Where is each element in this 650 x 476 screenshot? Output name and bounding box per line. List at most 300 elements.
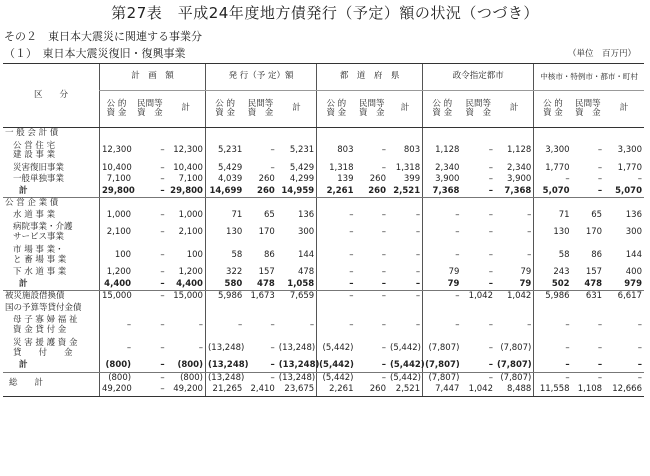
cell-value: – (415, 319, 421, 330)
cell-value: – (160, 319, 165, 330)
cell-value: – (423, 314, 462, 337)
cell-value: 7,659 (289, 291, 315, 301)
row-label: 一般単独事業 (13, 174, 65, 184)
cell-value (133, 303, 167, 315)
cell-value: 7,100 (100, 174, 134, 186)
cell-value: 15,000 (100, 291, 134, 303)
cell-value: 79 (423, 267, 462, 279)
header-sub-private-funds: 民間等 資 金 (461, 91, 495, 128)
cell-value: (800) (180, 372, 203, 383)
cell-value: 260 (355, 186, 388, 198)
cell-value: (7,807) (495, 360, 534, 372)
cell-value: – (597, 145, 603, 156)
header-sub-private-funds: 民間等 資 金 (133, 91, 167, 128)
table-row (3, 372, 644, 384)
section-heading: （１） 東日本大震災復旧・復興事業 (4, 47, 186, 60)
header-sub-total: 計 (277, 91, 317, 128)
cell-value: – (160, 226, 165, 237)
cell-value: – (488, 145, 493, 156)
cell-value: – (415, 291, 421, 301)
cell-value: 2,340 (506, 162, 532, 173)
table-row (3, 303, 644, 315)
cell-value: 79 (495, 279, 534, 291)
cell-value: – (160, 267, 165, 277)
cell-value: 5,986 (205, 291, 244, 303)
cell-value: 58 (205, 244, 244, 267)
cell-value: – (461, 279, 495, 291)
cell-value: – (488, 162, 493, 173)
cell-value: 49,200 (167, 384, 206, 396)
cell-value: – (637, 372, 642, 383)
cell-value: 478 (244, 279, 277, 291)
cell-value: 1,200 (178, 267, 203, 277)
cell-value: – (461, 360, 495, 372)
header-sub-public-funds: 公 的 資 金 (534, 91, 572, 128)
cell-value (604, 303, 644, 315)
cell-value (355, 303, 388, 315)
cell-value: 300 (625, 226, 642, 237)
cell-value: 144 (297, 249, 315, 260)
cell-value: 243 (534, 267, 572, 279)
cell-value: 130 (534, 221, 572, 244)
cell-value (317, 198, 356, 210)
cell-value: 144 (625, 249, 642, 260)
cell-value: – (381, 162, 386, 173)
cell-value: (7,807) (423, 337, 462, 360)
cell-value: 2,340 (423, 163, 462, 175)
table-row (3, 291, 644, 303)
cell-value: – (572, 186, 605, 198)
header-row-sub (3, 91, 644, 128)
row-label: 国の予算等貸付金債 (5, 302, 82, 313)
header-sub-total: 計 (388, 91, 423, 128)
cell-value: – (423, 210, 462, 222)
table-row (3, 314, 644, 337)
table-row (3, 267, 644, 279)
cell-value: – (534, 174, 572, 186)
cell-value: 10,400 (173, 162, 203, 173)
cell-value (495, 198, 534, 210)
cell-value (461, 198, 495, 210)
cell-value: – (160, 145, 165, 156)
cell-value: – (381, 226, 386, 237)
cell-value (534, 198, 572, 210)
cell-value (495, 128, 534, 140)
cell-value (461, 303, 495, 315)
cell-value (100, 198, 134, 210)
cell-value: – (100, 337, 134, 360)
cell-value: 4,039 (205, 174, 244, 186)
row-label: 公 営 住 宅 建 設 事 業 (13, 140, 56, 160)
cell-value (205, 128, 244, 140)
cell-value: – (133, 384, 167, 396)
cell-value: 100 (186, 249, 203, 260)
cell-value (534, 128, 572, 140)
cell-value: 21,265 (205, 384, 244, 396)
cell-value: – (534, 360, 572, 372)
cell-value: 12,300 (173, 145, 203, 156)
cell-value: – (355, 360, 388, 372)
table-row (3, 198, 644, 210)
cell-value: 580 (205, 279, 244, 291)
table-row (3, 279, 644, 291)
cell-value: 130 (205, 221, 244, 244)
cell-value: – (637, 342, 642, 353)
header-group-designated-city: 政令指定都市 (423, 64, 534, 91)
cell-value: (5,442) (390, 342, 421, 353)
row-label: 水 道 事 業 (13, 209, 56, 220)
cell-value: 11,558 (534, 384, 572, 396)
cell-value: 2,261 (317, 186, 356, 198)
cell-value: – (381, 291, 386, 301)
header-group-prefecture: 都 道 府 県 (317, 64, 423, 91)
cell-value: – (160, 342, 165, 353)
table-row (3, 384, 644, 396)
cell-value: 1,318 (395, 162, 421, 173)
cell-value: 260 (369, 174, 386, 184)
cell-value: 2,100 (100, 221, 134, 244)
cell-value: 1,770 (617, 162, 642, 173)
cell-value (495, 303, 534, 315)
cell-value: – (270, 342, 275, 353)
table-row (3, 244, 644, 267)
cell-value: 5,070 (534, 186, 572, 198)
cell-value: 1,000 (100, 210, 134, 222)
cell-value (167, 128, 206, 140)
cell-value: – (317, 244, 356, 267)
cell-value (277, 128, 317, 140)
cell-value: – (270, 162, 275, 173)
table-row (3, 186, 644, 198)
cell-value: (13,248) (278, 342, 316, 353)
cell-value: 1,128 (423, 140, 462, 163)
cell-value: – (317, 221, 356, 244)
cell-value: – (317, 279, 356, 291)
cell-value: 12,300 (100, 140, 134, 163)
cell-value: 136 (297, 209, 315, 220)
cell-value: – (160, 372, 165, 383)
row-label: 市 場 事 業・ と 畜 場 事 業 (13, 245, 67, 265)
cell-value: 8,488 (495, 384, 534, 396)
row-label: 計 (3, 360, 100, 372)
cell-value: 71 (205, 210, 244, 222)
cell-value: – (597, 342, 603, 353)
cell-value: 79 (520, 267, 532, 277)
cell-value: (800) (167, 360, 206, 372)
cell-value: 3,300 (617, 145, 642, 156)
cell-value (423, 198, 462, 210)
cell-value (423, 128, 462, 140)
cell-value: 260 (355, 384, 388, 396)
cell-value: – (597, 162, 603, 173)
header-sub-private-funds: 民間等 資 金 (572, 91, 605, 128)
cell-value: – (244, 360, 277, 372)
cell-value: (13,248) (278, 360, 320, 370)
cell-value: – (488, 226, 493, 237)
table-row (3, 140, 644, 163)
cell-value: (5,442) (390, 372, 421, 383)
cell-value: – (381, 319, 386, 330)
cell-value: – (160, 174, 165, 184)
cell-value: – (423, 291, 462, 303)
cell-value (461, 128, 495, 140)
header-group-plan: 計 画 額 (100, 64, 206, 91)
cell-value: – (604, 360, 644, 372)
cell-value: – (534, 372, 572, 384)
row-label: 下 水 道 事 業 (13, 267, 67, 277)
cell-value (388, 303, 423, 315)
cell-value (244, 128, 277, 140)
cell-value: 1,000 (178, 209, 203, 220)
unit-label: （単位 百万円） (567, 49, 636, 59)
cell-value: 65 (591, 209, 603, 220)
cell-value: – (415, 249, 421, 260)
cell-value: (800) (100, 372, 134, 384)
cell-value: – (597, 174, 603, 184)
cell-value: – (309, 319, 315, 330)
cell-value: – (572, 360, 605, 372)
cell-value (167, 198, 206, 210)
cell-value: 4,400 (167, 279, 206, 291)
subtitle: その２ 東日本大震災に関連する事業分 (4, 30, 202, 43)
cell-value: 478 (297, 267, 315, 277)
header-kubun: 区 分 (3, 64, 100, 128)
table-row (3, 221, 644, 244)
cell-value: 14,959 (277, 186, 317, 198)
header-sub-total: 計 (604, 91, 644, 128)
cell-value: 1,200 (100, 267, 134, 279)
cell-value: 979 (604, 279, 644, 291)
cell-value (572, 198, 605, 210)
cell-value (355, 198, 388, 210)
cell-value: – (381, 145, 386, 156)
cell-value: 5,231 (289, 145, 315, 156)
cell-value: 803 (317, 140, 356, 163)
header-sub-total: 計 (495, 91, 534, 128)
cell-value: 1,128 (506, 145, 532, 156)
cell-value: – (133, 186, 167, 198)
cell-value (604, 128, 644, 140)
row-label: 公 営 企 業 債 (5, 198, 59, 208)
cell-value: (7,807) (423, 360, 462, 372)
header-sub-total: 計 (167, 91, 206, 128)
cell-value: – (527, 209, 532, 220)
cell-value: – (270, 145, 275, 156)
cell-value: 1,042 (506, 291, 532, 301)
cell-value: – (527, 319, 532, 330)
cell-value (355, 128, 388, 140)
cell-value: (800) (100, 360, 134, 372)
cell-value: 136 (625, 209, 642, 220)
cell-value: – (270, 319, 275, 330)
cell-value: 4,400 (100, 279, 134, 291)
table-row (3, 360, 644, 372)
header-sub-private-funds: 民間等 資 金 (244, 91, 277, 128)
cell-value (423, 303, 462, 315)
cell-value: – (317, 314, 356, 337)
cell-value: 58 (534, 244, 572, 267)
row-label: 被災施設借換債 (5, 291, 65, 301)
row-label: 病院事業・介護 サービス事業 (13, 222, 73, 242)
row-label: 計 (3, 279, 100, 291)
cell-value: 14,699 (205, 186, 244, 198)
cell-value: 502 (534, 279, 572, 291)
row-label: 総 計 (3, 372, 100, 396)
cell-value: – (597, 319, 603, 330)
cell-value: 1,042 (468, 291, 493, 301)
cell-value (572, 303, 605, 315)
cell-value: (7,807) (500, 372, 532, 383)
cell-value: 23,675 (277, 384, 317, 396)
cell-value: – (637, 174, 642, 184)
cell-value (244, 303, 277, 315)
cell-value: – (133, 360, 167, 372)
cell-value (317, 128, 356, 140)
cell-value: – (534, 314, 572, 337)
cell-value: 15,000 (173, 291, 203, 301)
table-row (3, 163, 644, 175)
cell-value (388, 128, 423, 140)
cell-value: – (423, 244, 462, 267)
cell-value: (5,442) (317, 360, 356, 372)
cell-value: – (488, 319, 493, 330)
cell-value: – (381, 372, 386, 383)
header-sub-private-funds: 民間等 資 金 (355, 91, 388, 128)
cell-value: 399 (403, 174, 421, 184)
cell-value: 260 (258, 174, 275, 184)
cell-value: 803 (403, 145, 421, 156)
cell-value (277, 303, 317, 315)
cell-value: 49,200 (100, 384, 134, 396)
cell-value: 322 (205, 267, 244, 279)
cell-value (572, 128, 605, 140)
cell-value: – (205, 314, 244, 337)
cell-value: 1,058 (277, 279, 317, 291)
cell-value: 170 (258, 226, 275, 237)
cell-value: – (488, 174, 493, 184)
cell-value: – (488, 249, 493, 260)
cell-value: 3,300 (534, 140, 572, 163)
cell-value: – (488, 342, 493, 353)
cell-value: 157 (585, 267, 603, 277)
cell-value: 71 (534, 210, 572, 222)
table-row (3, 128, 644, 140)
cell-value: – (415, 267, 421, 277)
cell-value: – (488, 209, 493, 220)
cell-value: (13,248) (205, 372, 244, 384)
row-label: 計 (3, 186, 100, 198)
cell-value: 170 (585, 226, 603, 237)
cell-value: 1,770 (534, 163, 572, 175)
table-row (3, 210, 644, 222)
cell-value: – (133, 279, 167, 291)
cell-value (317, 303, 356, 315)
cell-value: 139 (317, 174, 356, 186)
cell-value: 1,318 (317, 163, 356, 175)
cell-value: 5,429 (205, 163, 244, 175)
page-title: 第27表 平成24年度地方債発行（予定）額の状況（つづき） (111, 4, 539, 22)
cell-value: 7,368 (423, 186, 462, 198)
cell-value (133, 128, 167, 140)
cell-value (100, 128, 134, 140)
cell-value: (13,248) (205, 337, 244, 360)
cell-value: 7,447 (423, 384, 462, 396)
cell-value: (5,442) (317, 337, 356, 360)
cell-value: – (381, 267, 386, 277)
header-sub-public-funds: 公 的 資 金 (423, 91, 462, 128)
cell-value: – (317, 210, 356, 222)
cell-value: – (198, 319, 203, 330)
cell-value: 631 (585, 291, 603, 301)
cell-value: (5,442) (317, 372, 356, 384)
cell-value: 1,042 (461, 384, 495, 396)
cell-value (534, 303, 572, 315)
cell-value: 400 (625, 267, 642, 277)
header-sub-public-funds: 公 的 資 金 (100, 91, 134, 128)
row-label: 災害復旧事業 (13, 162, 65, 173)
cell-value: (7,807) (500, 342, 532, 353)
cell-value: – (160, 291, 165, 301)
table-row (3, 174, 644, 186)
cell-value: – (198, 342, 203, 353)
cell-value: – (423, 221, 462, 244)
header-group-municipality: 中核市・特例市・都市・町村 (534, 64, 644, 91)
cell-value (100, 303, 134, 315)
cell-value: 79 (423, 279, 462, 291)
cell-value: 2,521 (388, 186, 423, 198)
cell-value: 100 (100, 244, 134, 267)
header-group-issue: 発 行（予 定）額 (205, 64, 316, 91)
header-sub-public-funds: 公 的 資 金 (317, 91, 356, 128)
cell-value: 1,673 (250, 291, 275, 301)
cell-value (277, 198, 317, 210)
cell-value: 5,231 (205, 140, 244, 163)
cell-value: 478 (572, 279, 605, 291)
cell-value: – (488, 372, 493, 383)
cell-value: – (415, 226, 421, 237)
cell-value: 3,900 (423, 174, 462, 186)
cell-value: 2,261 (317, 384, 356, 396)
cell-value (244, 198, 277, 210)
cell-value (205, 198, 244, 210)
cell-value: – (100, 314, 134, 337)
cell-value: 1,108 (572, 384, 605, 396)
cell-value: – (388, 279, 423, 291)
cell-value: – (488, 267, 493, 277)
cell-value: 65 (263, 209, 275, 220)
cell-value: – (317, 291, 356, 303)
cell-value: 5,986 (534, 291, 572, 303)
cell-value: (13,248) (278, 372, 316, 383)
row-label: 一 般 会 計 債 (5, 128, 59, 138)
cell-value: 86 (263, 249, 275, 260)
cell-value: – (415, 209, 421, 220)
cell-value: 2,410 (244, 384, 277, 396)
cell-value: 7,100 (178, 174, 203, 184)
cell-value (388, 198, 423, 210)
cell-value: 86 (591, 249, 603, 260)
row-label: 災 害 援 護 資 金 貸 付 金 (13, 338, 78, 358)
header-sub-public-funds: 公 的 資 金 (205, 91, 244, 128)
cell-value (205, 303, 244, 315)
cell-value: – (461, 186, 495, 198)
cell-value: – (270, 372, 275, 383)
cell-value: (7,807) (423, 372, 462, 384)
bond-issuance-table (3, 63, 644, 397)
cell-value (167, 303, 206, 315)
cell-value (604, 198, 644, 210)
cell-value: 5,429 (289, 162, 315, 173)
